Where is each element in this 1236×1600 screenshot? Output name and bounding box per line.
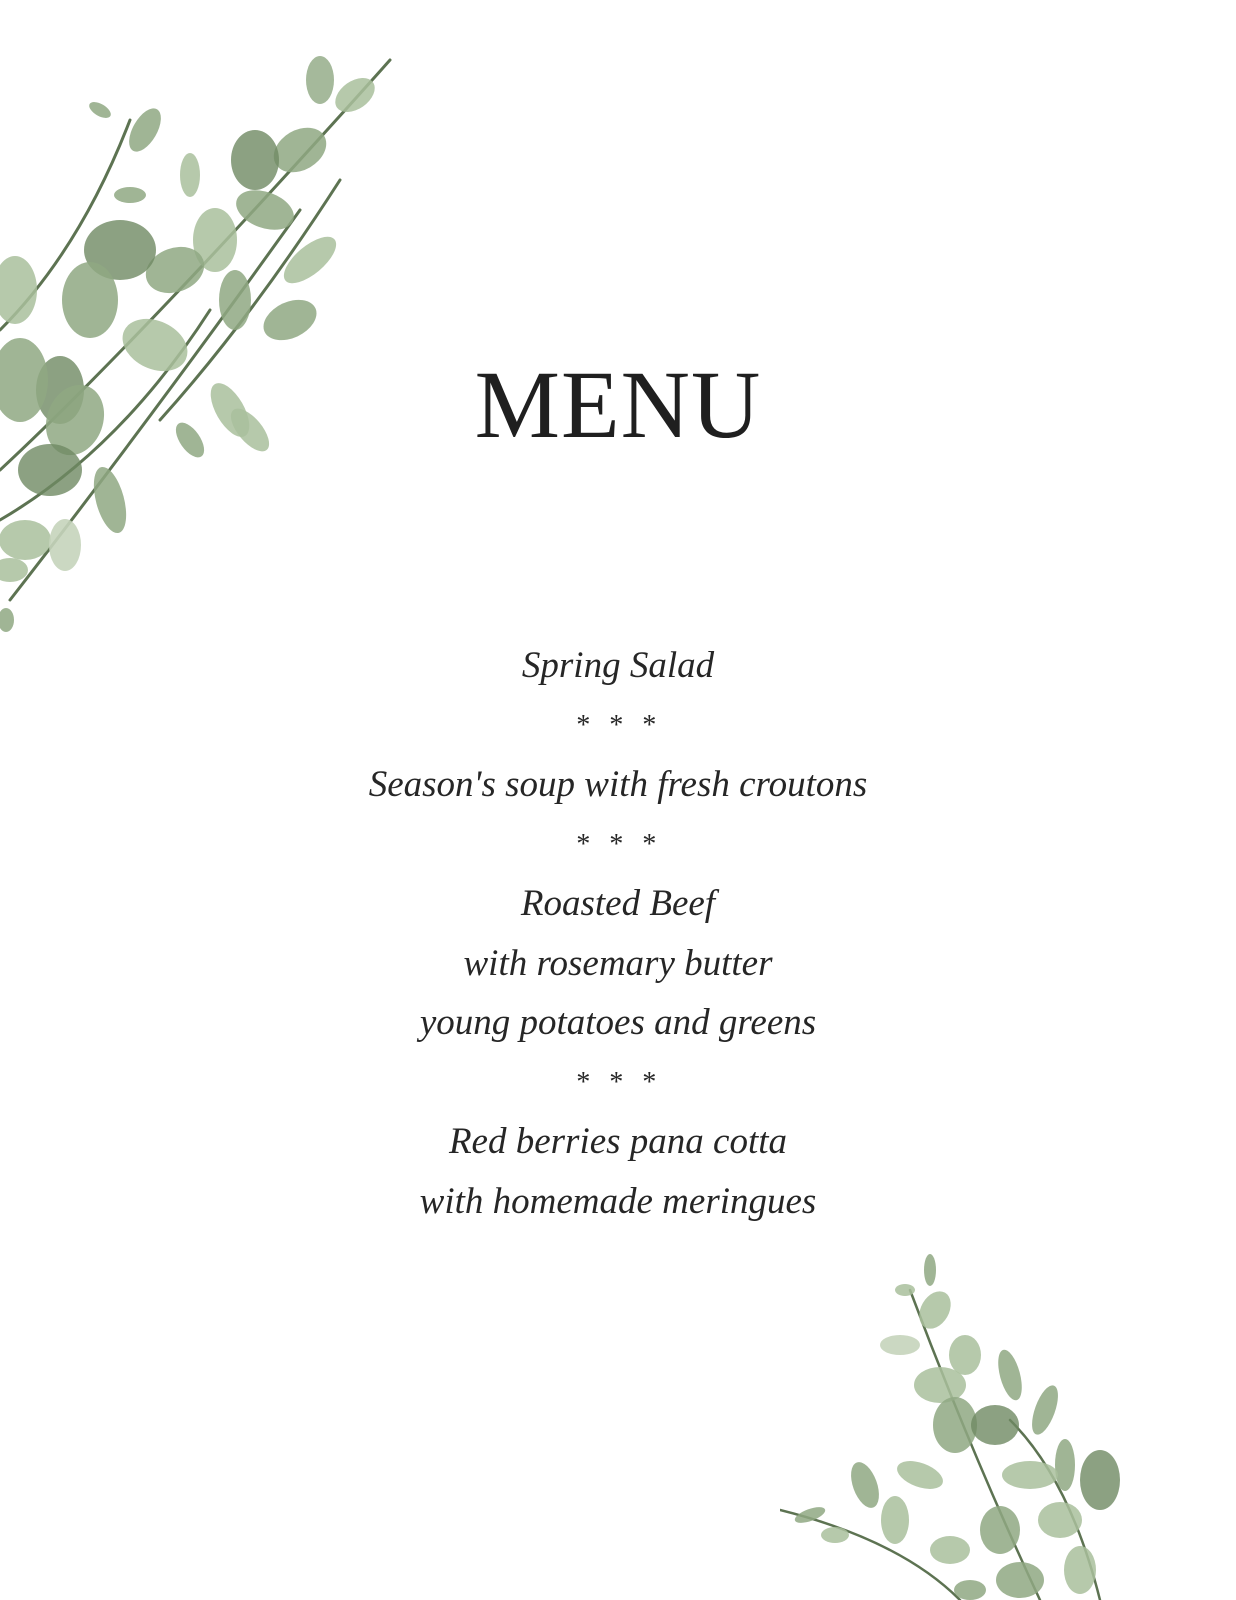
menu-item-meringues: with homemade meringues <box>419 1180 817 1222</box>
course-separator: * * * <box>575 709 661 741</box>
eucalyptus-top-left-illustration <box>0 0 420 660</box>
menu-item-season-soup: Season's soup with fresh croutons <box>368 764 868 805</box>
menu-list <box>0 636 1236 1231</box>
menu-item-roasted-beef: Roasted Beef <box>520 883 716 924</box>
eucalyptus-bottom-right-illustration <box>780 1250 1160 1600</box>
menu-item-rosemary-butter: with rosemary butter <box>463 942 773 984</box>
course-separator: * * * <box>575 1066 661 1098</box>
menu-item-spring-salad: Spring Salad <box>521 645 715 686</box>
menu-item-potatoes-greens: young potatoes and greens <box>419 1002 817 1043</box>
course-separator: * * * <box>575 828 661 860</box>
menu-title: MENU <box>474 351 762 458</box>
menu-item-pana-cotta: Red berries pana cotta <box>448 1121 788 1162</box>
